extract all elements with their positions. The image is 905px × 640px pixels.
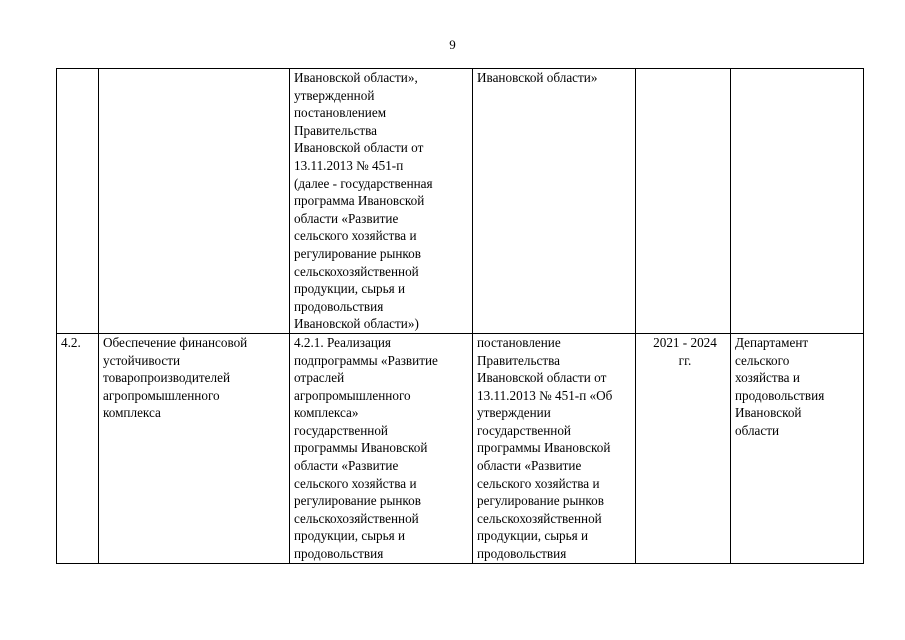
text-line: области «Развитие [294, 458, 399, 474]
text-line: регулирование рынков [477, 493, 604, 509]
text-line: Ивановской области от [294, 140, 424, 156]
text-line: продовольствия [477, 546, 567, 562]
text-line: товаропроизводителей [103, 370, 231, 386]
text-line: Ивановской области от [477, 370, 607, 386]
text-line: регулирование рынков [294, 493, 421, 509]
text-line: сельского хозяйства и [294, 475, 417, 491]
text-line: 13.11.2013 № 451-п «Об [477, 387, 613, 403]
text-line: программа Ивановской [294, 193, 425, 209]
text-line: утвержденной [294, 87, 375, 103]
text-line: устойчивости [103, 352, 181, 368]
text-line: сельскохозяйственной [294, 510, 419, 526]
text-line: области [735, 422, 780, 438]
text-line: продукции, сырья и [294, 281, 406, 297]
cell-action [290, 69, 473, 334]
text-line: Ивановской области», [294, 70, 418, 85]
table-row [57, 333, 864, 563]
table-row [57, 69, 864, 334]
cell-document [473, 69, 636, 334]
cell-task [99, 333, 290, 563]
cell-action [290, 333, 473, 563]
text-line: продукции, сырья и [294, 528, 406, 544]
text-line: агропромышленного [294, 387, 411, 403]
text-line: программы Ивановской [477, 440, 611, 456]
page-number: 9 [449, 37, 456, 52]
text-line: государственной [477, 422, 571, 438]
text-line: продукции, сырья и [477, 528, 589, 544]
text-line: сельского [735, 352, 790, 368]
text-line: продовольствия [735, 387, 825, 403]
text-line: сельского хозяйства и [294, 228, 417, 244]
text-line: постановление [477, 334, 561, 350]
text-line: Правительства [477, 352, 560, 368]
text-line: сельского хозяйства и [477, 475, 600, 491]
text-line: Правительства [294, 122, 377, 138]
text-line: продовольствия [294, 546, 384, 562]
text-line: Департамент [735, 334, 809, 350]
text-line: (далее - государственная [294, 175, 433, 191]
text-line: области «Развитие [477, 458, 582, 474]
text-line: Обеспечение финансовой [103, 334, 248, 350]
cell-period [636, 69, 731, 334]
cell-document [473, 333, 636, 563]
cell-number: 4.2. [57, 333, 99, 563]
text-line: утверждении [477, 405, 551, 421]
text-line: продовольствия [294, 298, 384, 314]
text-line: области «Развитие [294, 210, 399, 226]
text-line: комплекса» [294, 405, 359, 421]
text-line: гг. [678, 352, 692, 368]
text-line: программы Ивановской [294, 440, 428, 456]
text-line: сельскохозяйственной [294, 263, 419, 279]
cell-executor [731, 69, 864, 334]
cell-task [99, 69, 290, 334]
text-line: комплекса [103, 405, 161, 421]
text-line: отраслей [294, 370, 345, 386]
measures-table [56, 68, 864, 564]
cell-executor [731, 333, 864, 563]
text-line: регулирование рынков [294, 245, 421, 261]
text-line: хозяйства и [735, 370, 800, 386]
text-line: 4.2.1. Реализация [294, 334, 391, 350]
text-line: государственной [294, 422, 388, 438]
text-line: 13.11.2013 № 451-п [294, 157, 404, 173]
cell-number [57, 69, 99, 334]
text-line: 2021 - 2024 [653, 334, 717, 350]
text-line: сельскохозяйственной [477, 510, 602, 526]
text-line: Ивановской области» [477, 70, 598, 85]
cell-period [636, 333, 731, 563]
text-line: постановлением [294, 105, 387, 121]
text-line: агропромышленного [103, 387, 220, 403]
text-line: Ивановской области») [294, 316, 419, 332]
text-line: подпрограммы «Развитие [294, 352, 438, 368]
text-line: Ивановской [735, 405, 802, 421]
